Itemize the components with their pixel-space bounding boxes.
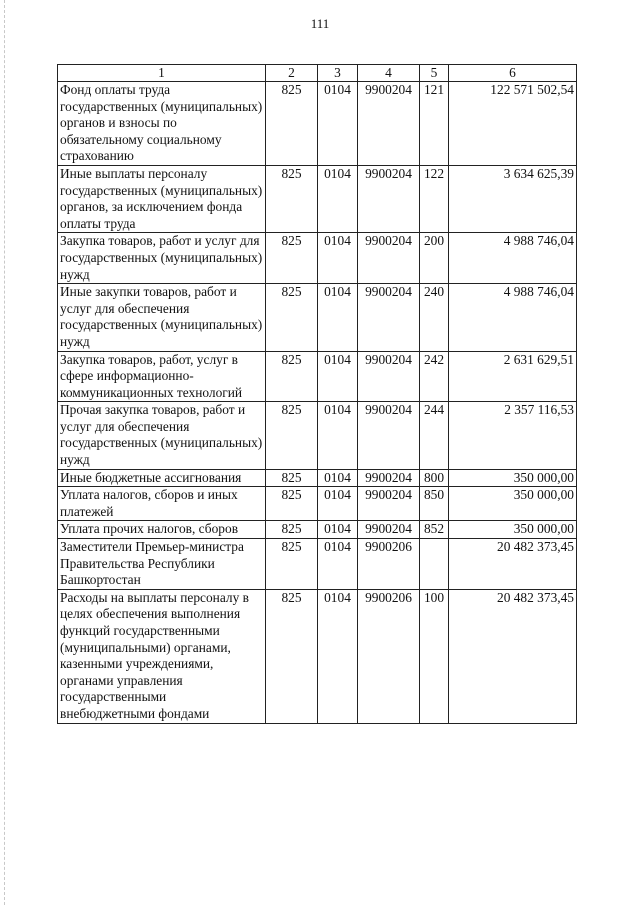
table-row [58,539,577,590]
row-amount: 20 482 373,45 [449,589,577,723]
row-name: Закупка товаров, работ, услуг в сфере информационно-коммуникационных технологий [58,351,266,402]
row-ministry-code: 825 [266,487,318,521]
row-amount: 20 482 373,45 [449,539,577,590]
row-target-code: 9900206 [358,589,420,723]
row-target-code: 9900204 [358,521,420,539]
row-expense-type: 800 [420,469,449,487]
row-expense-type: 242 [420,351,449,402]
row-name: Закупка товаров, работ и услуг для государственных (муниципальных) нужд [58,233,266,284]
row-ministry-code: 825 [266,82,318,166]
header-col-3: 3 [318,65,358,82]
row-section-code: 0104 [318,402,358,469]
row-name: Уплата прочих налогов, сборов [58,521,266,539]
row-expense-type: 121 [420,82,449,166]
row-amount: 2 631 629,51 [449,351,577,402]
header-col-5: 5 [420,65,449,82]
row-amount: 3 634 625,39 [449,165,577,232]
row-ministry-code: 825 [266,351,318,402]
row-ministry-code: 825 [266,284,318,351]
row-section-code: 0104 [318,469,358,487]
row-expense-type [420,539,449,590]
table-row [58,589,577,723]
row-target-code: 9900204 [358,165,420,232]
row-section-code: 0104 [318,589,358,723]
table-row [58,487,577,521]
row-section-code: 0104 [318,539,358,590]
page-number: 111 [310,16,330,31]
row-section-code: 0104 [318,233,358,284]
row-amount: 4 988 746,04 [449,233,577,284]
row-amount: 350 000,00 [449,487,577,521]
header-col-2: 2 [266,65,318,82]
header-col-4: 4 [358,65,420,82]
row-target-code: 9900206 [358,539,420,590]
table-row [58,165,577,232]
budget-table [57,64,577,724]
row-name: Прочая закупка товаров, работ и услуг для обеспечения государственных (муниципальных) нужд [58,402,266,469]
row-expense-type: 100 [420,589,449,723]
row-expense-type: 850 [420,487,449,521]
row-name: Уплата налогов, сборов и иных платежей [58,487,266,521]
row-expense-type: 122 [420,165,449,232]
row-name: Иные выплаты персоналу государственных (муниципальных) органов, за исключением фонда оплаты труда [58,165,266,232]
row-target-code: 9900204 [358,284,420,351]
row-ministry-code: 825 [266,521,318,539]
row-target-code: 9900204 [358,82,420,166]
row-target-code: 9900204 [358,487,420,521]
row-section-code: 0104 [318,284,358,351]
table-row [58,351,577,402]
row-ministry-code: 825 [266,539,318,590]
row-section-code: 0104 [318,351,358,402]
row-expense-type: 240 [420,284,449,351]
row-amount: 350 000,00 [449,469,577,487]
row-ministry-code: 825 [266,402,318,469]
row-name: Заместители Премьер-министра Правительства Республики Башкортостан [58,539,266,590]
row-target-code: 9900204 [358,233,420,284]
row-name: Расходы на выплаты персоналу в целях обеспечения выполнения функций государственными (муниципальными) органами, казенными учреждениями, органами управления государственными внебюджетными фондами [58,589,266,723]
table-row [58,521,577,539]
row-target-code: 9900204 [358,351,420,402]
row-target-code: 9900204 [358,402,420,469]
row-ministry-code: 825 [266,589,318,723]
row-section-code: 0104 [318,82,358,166]
row-expense-type: 200 [420,233,449,284]
table-header-row [58,65,577,82]
row-expense-type: 244 [420,402,449,469]
table-row [58,82,577,166]
row-ministry-code: 825 [266,165,318,232]
row-target-code: 9900204 [358,469,420,487]
row-expense-type: 852 [420,521,449,539]
row-amount: 2 357 116,53 [449,402,577,469]
row-ministry-code: 825 [266,469,318,487]
row-name: Иные бюджетные ассигнования [58,469,266,487]
table-row [58,402,577,469]
row-amount: 4 988 746,04 [449,284,577,351]
row-section-code: 0104 [318,165,358,232]
table-row [58,469,577,487]
header-col-6: 6 [449,65,577,82]
row-amount: 122 571 502,54 [449,82,577,166]
row-section-code: 0104 [318,521,358,539]
row-section-code: 0104 [318,487,358,521]
row-name: Иные закупки товаров, работ и услуг для обеспечения государственных (муниципальных) нужд [58,284,266,351]
row-amount: 350 000,00 [449,521,577,539]
table-row [58,284,577,351]
row-name: Фонд оплаты труда государственных (муниципальных) органов и взносы по обязательному социальному страхованию [58,82,266,166]
table-row [58,233,577,284]
page-edge-line [4,0,5,905]
row-ministry-code: 825 [266,233,318,284]
header-col-1: 1 [58,65,266,82]
